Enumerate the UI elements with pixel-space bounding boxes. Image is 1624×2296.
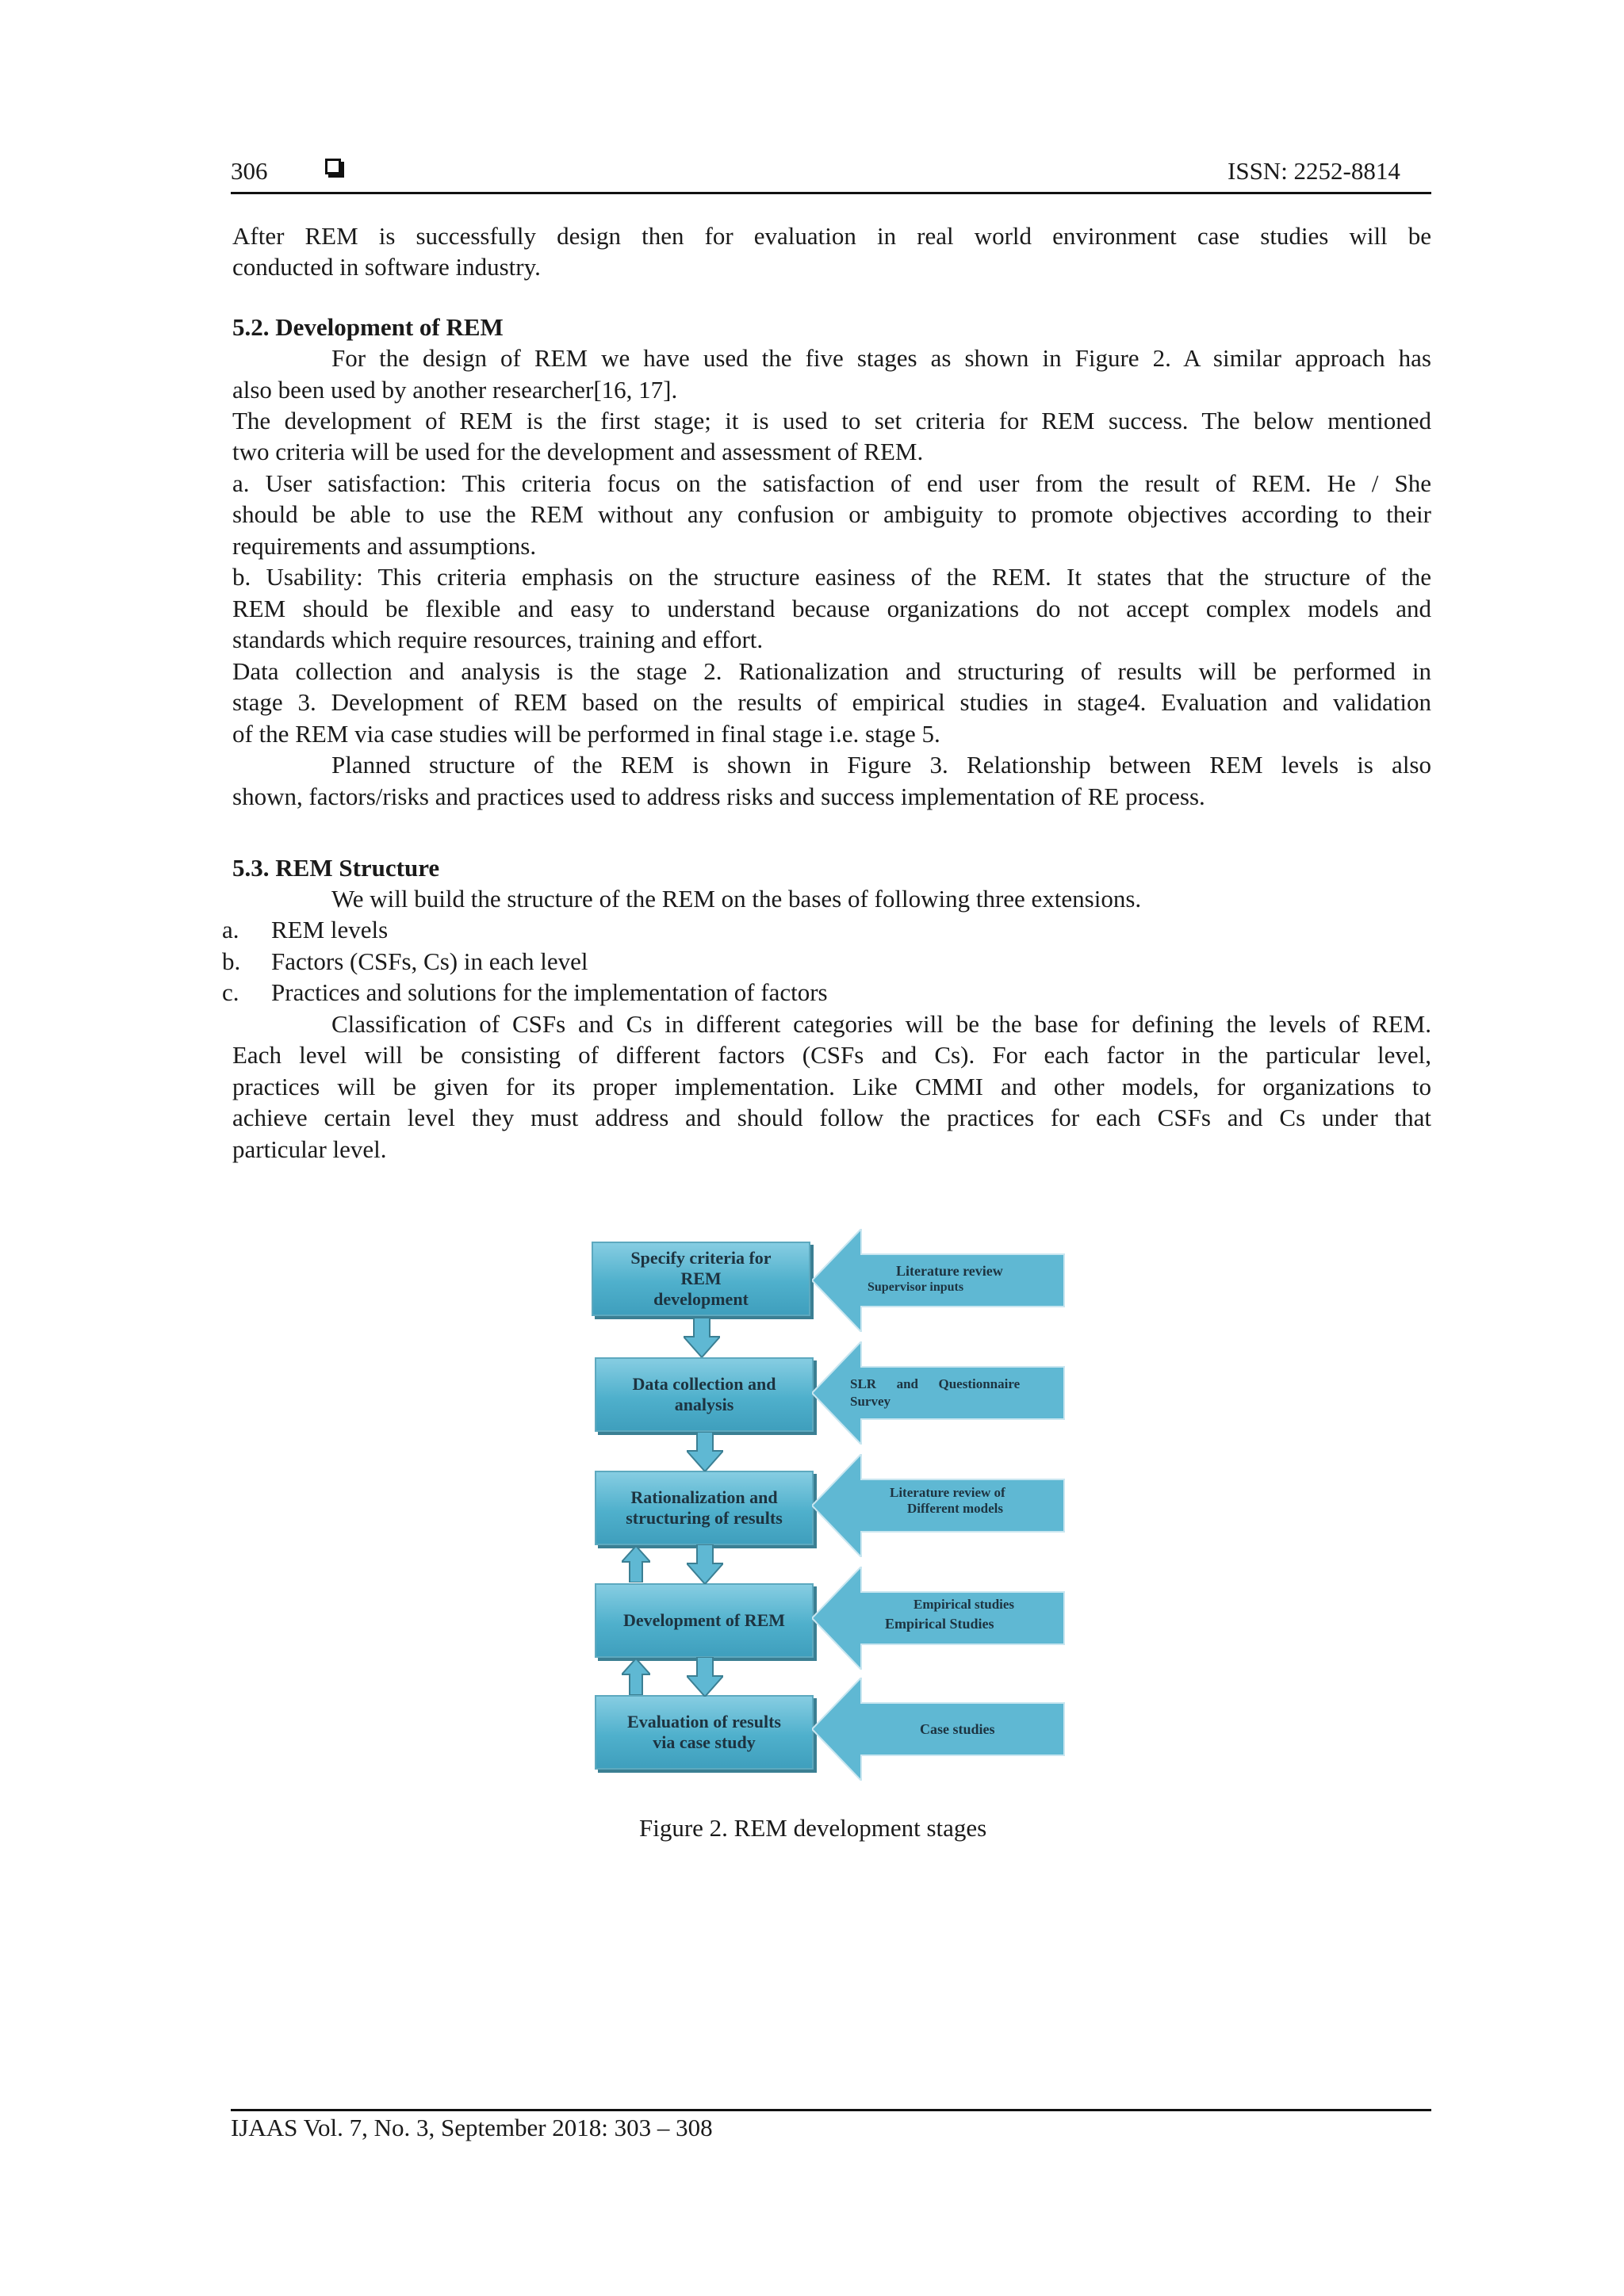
list-marker: c. bbox=[222, 978, 239, 1006]
stage-box-1: Specify criteria for REM development bbox=[592, 1242, 810, 1316]
figure-2-diagram bbox=[587, 1229, 1071, 1776]
down-arrow-icon bbox=[684, 1318, 720, 1357]
body-line: After REM is successfully design then for evaluation in real world environment case studies will be bbox=[232, 222, 1431, 250]
list-marker: a. bbox=[222, 916, 239, 943]
body-line: standards which require resources, training and effort. bbox=[232, 626, 764, 653]
input-label: Empirical studies bbox=[914, 1597, 1015, 1612]
body-line: Data collection and analysis is the stage 2. Rationalization and structuring of results will be performed in bbox=[232, 657, 1431, 685]
body-line: also been used by another researcher[16, 17]. bbox=[232, 376, 678, 404]
body-line: achieve certain level they must address and should follow the practices for each CSFs and Cs under that bbox=[232, 1104, 1431, 1131]
input-label: Literature review bbox=[896, 1263, 1003, 1279]
stage-box-5: Evaluation of results via case study bbox=[595, 1695, 814, 1770]
page-number: 306 bbox=[231, 157, 268, 185]
input-label: Case studies bbox=[920, 1721, 995, 1737]
header-rule bbox=[231, 192, 1431, 194]
body-line: should be able to use the REM without any confusion or ambiguity to promote objectives according to their bbox=[232, 500, 1431, 528]
body-line: requirements and assumptions. bbox=[232, 532, 537, 560]
list-item: Practices and solutions for the implementation of factors bbox=[271, 978, 828, 1006]
body-line: practices will be given for its proper implementation. Like CMMI and other models, for organizations to bbox=[232, 1073, 1431, 1100]
body-line: The development of REM is the first stage; it is used to set criteria for REM success. The below mentioned bbox=[232, 407, 1431, 434]
up-arrow-icon bbox=[622, 1546, 650, 1582]
section-heading-5-3: 5.3. REM Structure bbox=[232, 854, 440, 882]
list-marker: b. bbox=[222, 947, 241, 975]
input-label: Supervisor inputs bbox=[868, 1280, 964, 1294]
square-bullet-icon bbox=[325, 159, 341, 174]
stage-box-2: Data collection and analysis bbox=[595, 1357, 814, 1432]
input-label: SLR and Questionnaire bbox=[850, 1376, 1021, 1391]
body-line: For the design of REM we have used the five stages as shown in Figure 2. A similar approach has bbox=[331, 344, 1431, 372]
body-line: particular level. bbox=[232, 1135, 387, 1163]
input-label: Literature review of bbox=[890, 1485, 1005, 1500]
body-line: stage 3. Development of REM based on the results of empirical studies in stage4. Evaluation and validation bbox=[232, 688, 1431, 716]
figure-caption: Figure 2. REM development stages bbox=[639, 1814, 987, 1842]
input-label: Empirical Studies bbox=[885, 1616, 994, 1632]
down-arrow-icon bbox=[687, 1544, 723, 1584]
body-line: We will build the structure of the REM on the bases of following three extensions. bbox=[331, 885, 1142, 913]
body-line: of the REM via case studies will be performed in final stage i.e. stage 5. bbox=[232, 720, 940, 748]
body-line: REM should be flexible and easy to understand because organizations do not accept complex models and bbox=[232, 595, 1431, 622]
body-line: Planned structure of the REM is shown in Figure 3. Relationship between REM levels is also bbox=[331, 751, 1431, 779]
body-line: a. User satisfaction: This criteria focus on the satisfaction of end user from the result of REM. He / She bbox=[232, 469, 1431, 497]
input-label: Different models bbox=[907, 1501, 1004, 1516]
section-heading-5-2: 5.2. Development of REM bbox=[232, 313, 504, 341]
body-line: shown, factors/risks and practices used to address risks and success implementation of RE process. bbox=[232, 783, 1205, 810]
journal-issn: ISSN: 2252-8814 bbox=[1228, 157, 1400, 185]
body-line: Classification of CSFs and Cs in different categories will be the base for defining the levels of REM. bbox=[331, 1010, 1431, 1038]
body-line: Each level will be consisting of different factors (CSFs and Cs). For each factor in the particular level, bbox=[232, 1041, 1431, 1069]
footer-rule bbox=[231, 2109, 1431, 2111]
body-line: two criteria will be used for the development and assessment of REM. bbox=[232, 438, 924, 465]
stage-box-3: Rationalization and structuring of results bbox=[595, 1471, 814, 1545]
body-line: b. Usability: This criteria emphasis on the structure easiness of the REM. It states that the structure of the bbox=[232, 563, 1431, 591]
input-label: Survey bbox=[850, 1394, 891, 1409]
list-item: Factors (CSFs, Cs) in each level bbox=[271, 947, 588, 975]
footer-citation: IJAAS Vol. 7, No. 3, September 2018: 303 – 308 bbox=[231, 2114, 713, 2141]
body-line: conducted in software industry. bbox=[232, 253, 541, 281]
up-arrow-icon bbox=[622, 1659, 650, 1695]
down-arrow-icon bbox=[687, 1657, 723, 1697]
list-item: REM levels bbox=[271, 916, 389, 943]
down-arrow-icon bbox=[687, 1432, 723, 1471]
stage-box-4: Development of REM bbox=[595, 1583, 814, 1658]
